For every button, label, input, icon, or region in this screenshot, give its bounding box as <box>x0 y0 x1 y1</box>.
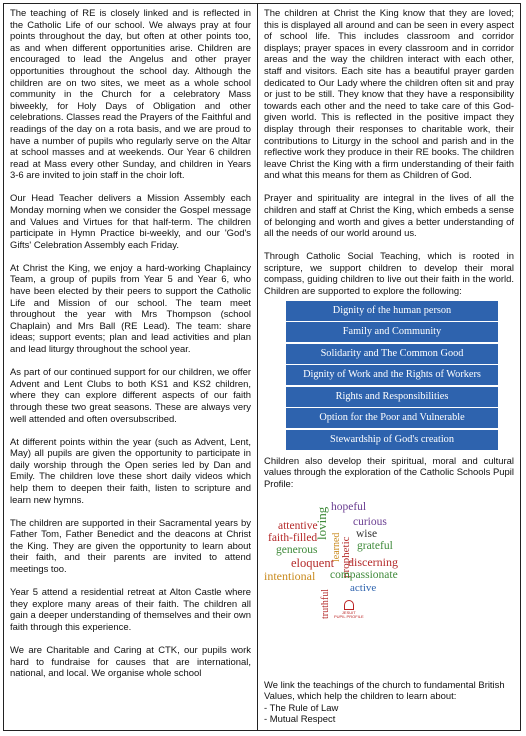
paragraph-advent-lent-clubs: As part of our continued support for our children, we offer Advent and Lent Clubs to both KS1 and KS2 children, where they can explore different aspects of our faith through these two great seasons. These are always very well attended and often oversubscribed. <box>10 367 251 425</box>
cloud-word: generous <box>276 544 318 557</box>
paragraph-charitable: We are Charitable and Caring at CTK, our pupils work hard to fundraise for causes that are international, national, and local. We organise whole school <box>10 645 251 680</box>
left-column <box>4 4 258 730</box>
cst-value-item: Stewardship of God's creation <box>286 430 498 450</box>
document-page <box>3 3 521 731</box>
paragraph-loved: The children at Christ the King know that they are loved; this is displayed all around and can be seen in every aspect of school life. This includes classroom and corridor displays; prayer spaces in every classroom and in corridor areas and the way the children interact with each other, staff and visitors. Each site has a beautiful prayer garden dedicated to Our Lady where the children often sit and pray or just to be still. They know that they have a responsibility towards each other and the need to take care of this God-given world. This is reflected in the positive impact they display through their responses to charitable work, their contributions to Liturgy in the school and parish and in the reflective work they produce in their RE books. The children leave Christ the King with a firm understanding of their faith and what this means for them as Children of God. <box>264 8 514 182</box>
cloud-word: intentional <box>264 569 316 584</box>
cloud-word: faith-filled <box>268 532 318 545</box>
paragraph-prayer-spirituality: Prayer and spirituality are integral in the lives of all the children and staff at Christ the King, which embeds a sense of belonging and worth and gives a better understanding of all the needs of our world around us. <box>264 193 514 240</box>
paragraph-mission-assembly: Our Head Teacher delivers a Mission Assembly each Monday morning when we consider the Gospel message and Values and Virtues for that half-term. The children participate in Hymn Practice bi-weekly, and our 'God's Gifts' Celebration Assembly each Friday. <box>10 193 251 251</box>
cst-value-item: Rights and Responsibilities <box>286 387 498 407</box>
cloud-word: grateful <box>357 540 393 553</box>
cst-value-item: Dignity of Work and the Rights of Workers <box>286 365 498 385</box>
cloud-word: eloquent <box>291 556 335 571</box>
cloud-word: wise <box>356 528 378 541</box>
british-values-section <box>264 680 514 726</box>
logo-text: JESUIT <box>341 610 356 616</box>
paragraph-pupil-profile-intro: Children also develop their spiritual, moral and cultural values through the exploration of the Catholic Schools Pupil Profile: <box>264 455 514 490</box>
cst-values-list <box>286 301 498 450</box>
jesuit-logo-icon <box>344 600 354 610</box>
cloud-word: prophetic <box>340 536 352 579</box>
cst-value-item: Family and Community <box>286 322 498 342</box>
cloud-word: curious <box>353 516 387 529</box>
jesuit-pupil-profile-logo <box>334 600 364 619</box>
paragraph-residential-retreat: Year 5 attend a residential retreat at Alton Castle where they explore many areas of their faith. The children all gain a deeper understanding of themselves and their own faith through this experience. <box>10 587 251 633</box>
cloud-word: loving <box>314 507 329 541</box>
british-value-item: - Mutual Respect <box>264 714 336 726</box>
cloud-word: discerning <box>348 555 398 570</box>
right-column <box>258 4 520 730</box>
paragraph-british-values: We link the teachings of the church to fundamental British Values, which help the children to learn about: <box>264 679 505 703</box>
pupil-profile-word-cloud <box>264 494 424 660</box>
cloud-word: compassionate <box>330 569 398 582</box>
cst-value-item: Solidarity and The Common Good <box>286 344 498 364</box>
paragraph-social-teaching: Through Catholic Social Teaching, which is rooted in scripture, we support children to develop their moral compass, guiding children to live out their faith in the world. Children are supported to explore the following: <box>264 251 514 298</box>
cloud-word: active <box>350 582 377 595</box>
logo-subtext: PUPIL PROFILE <box>334 614 364 620</box>
cloud-word: attentive <box>278 520 318 533</box>
paragraph-catholic-life: The teaching of RE is closely linked and is reflected in the Catholic Life of our school. We always pray at four points throughout the day, but often at other points too, as and when different opportunities arise. Children are encouraged to lead the Angelus and other prayer opportunities throughout the school day. Although the children are on two sites, we meet as a whole school community in the Church for a celebratory Mass biweekly, for Holy Days of Obligation and other celebrations. Classes read the Prayers of the Faithful and readings of the day on a rota basis, and we are proud to have a number of pupils who regularly serve on the Altar at school masses and at weekends. Our Year 6 children read at Mass every other Sunday, and children in Years 3-6 are invited to join staff in the choir loft. <box>10 8 251 182</box>
cst-value-item: Option for the Poor and Vulnerable <box>286 408 498 428</box>
cloud-word: hopeful <box>331 501 367 514</box>
british-value-item: - The Rule of Law <box>264 702 339 714</box>
cloud-word: learned <box>331 533 342 563</box>
cst-value-item: Dignity of the human person <box>286 301 498 321</box>
paragraph-sacramental: The children are supported in their Sacramental years by Father Tom, Father Benedict and the deacons at Christ the King. They are given the opportunity to learn about their faith, and their parents are invited to attend meetings too. <box>10 517 251 576</box>
paragraph-chaplaincy-team: At Christ the King, we enjoy a hard-working Chaplaincy Team, a group of pupils from Year 5 and Year 6, who have been elected by their peers to support the Catholic Life and Mission of our school. The team meet throughout the year with Mrs Thompson (school Chaplain) and Mrs Ball (RE Lead). The team: share ideas; support events; plan and lead activities and plan and lead liturgy throughout the school year. <box>10 262 251 356</box>
cloud-word: truthful <box>320 589 331 620</box>
paragraph-daily-worship: At different points within the year (such as Advent, Lent, May) all pupils are given the opportunity to participate in daily worship through the Open series led by Dan and Emily. The children love these short daily videos which help them to deepen their faith, listen to scripture and learn new hymns. <box>10 436 251 506</box>
